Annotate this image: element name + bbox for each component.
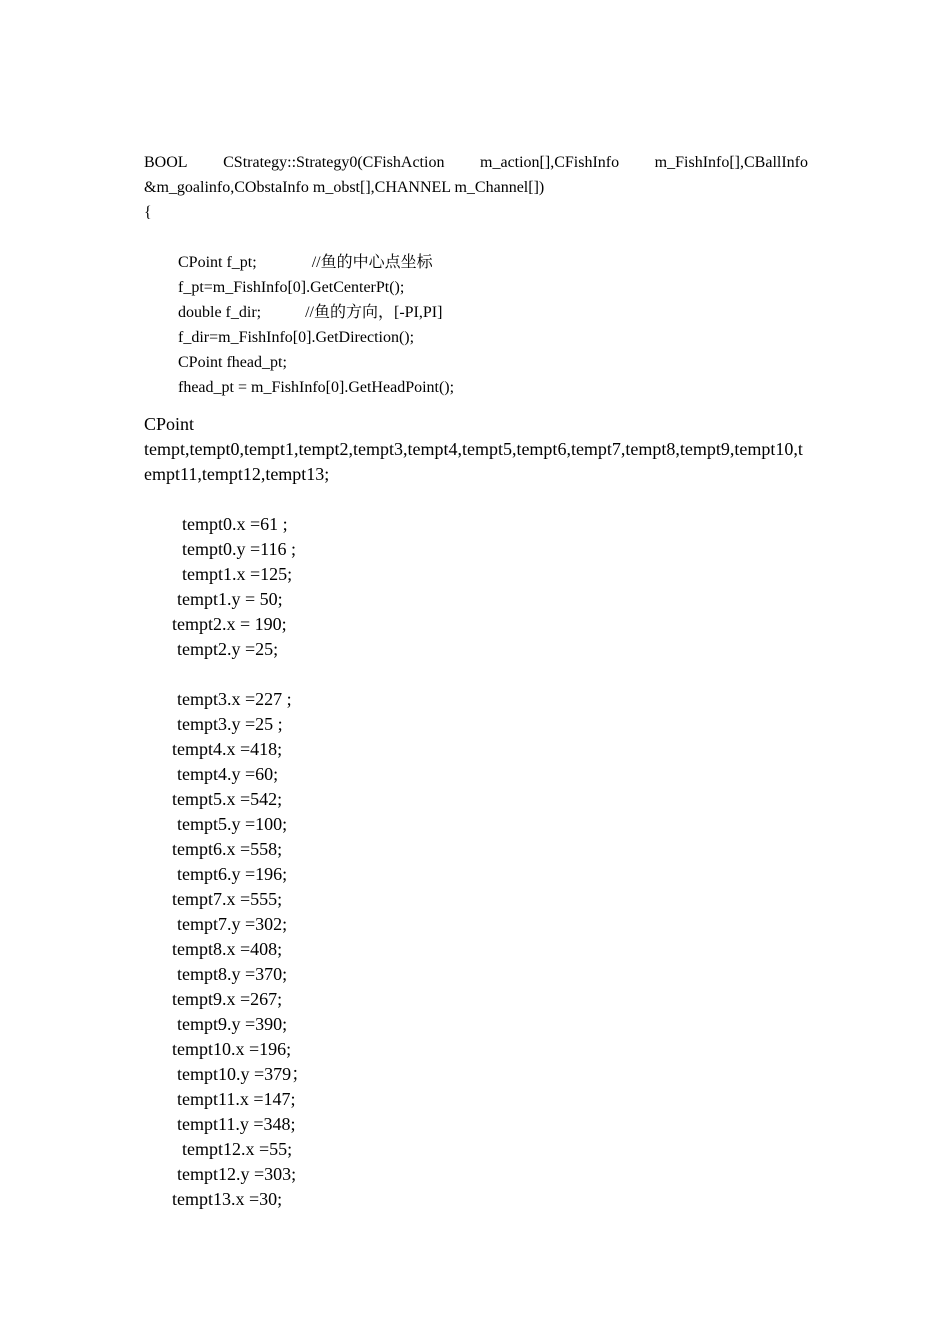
assignment-line: tempt11.y =348; <box>177 1114 296 1134</box>
assignment-line: tempt4.y =60; <box>177 764 279 784</box>
signature-line-1 <box>144 150 808 175</box>
code-line <box>144 325 808 350</box>
assignment-line: tempt12.y =303; <box>177 1164 297 1184</box>
code-line <box>144 300 808 325</box>
assignment-line: tempt2.x = 190; <box>172 614 287 634</box>
assignment-line: tempt5.y =100; <box>177 814 288 834</box>
code-line <box>144 375 808 400</box>
assignment-line: tempt4.x =418; <box>172 739 283 759</box>
assignment-line: tempt13.x =30; <box>172 1189 283 1209</box>
signature-line-2: &m_goalinfo,CObstaInfo m_obst[],CHANNEL m_Channel[]) <box>144 179 545 196</box>
assignment-line: tempt10.y =379； <box>177 1064 310 1084</box>
declaration-type: CPoint <box>144 414 195 434</box>
assignment-line: tempt5.x =542; <box>172 789 283 809</box>
assignment-line: tempt10.x =196; <box>172 1039 292 1059</box>
declaration-vars: tempt,tempt0,tempt1,tempt2,tempt3,tempt4,tempt5,tempt6,tempt7,tempt8,tempt9,tempt10,tempt11,tempt12,tempt13; <box>144 439 803 484</box>
code-comment: //鱼的中心点坐标 <box>311 254 433 271</box>
assignment-line: tempt7.y =302; <box>177 914 288 934</box>
signature-part: CStrategy::Strategy0(CFishAction <box>223 154 445 171</box>
assignment-line: tempt7.x =555; <box>172 889 283 909</box>
assignment-line: tempt9.y =390; <box>177 1014 288 1034</box>
function-signature <box>144 150 808 225</box>
code-text: f_pt=m_FishInfo[0].GetCenterPt(); <box>178 279 405 296</box>
code-text: CPoint fhead_pt; <box>178 354 287 371</box>
code-text: CPoint f_pt; <box>178 254 257 271</box>
code-line <box>144 250 808 275</box>
signature-part: BOOL <box>144 154 188 171</box>
code-block <box>144 250 808 400</box>
assignment-line: tempt1.x =125; <box>182 564 293 584</box>
variable-declaration <box>144 400 808 487</box>
assignment-line: tempt8.x =408; <box>172 939 283 959</box>
assignment-line: tempt11.x =147; <box>177 1089 296 1109</box>
code-comment: //鱼的方向，[-PI,PI] <box>305 304 443 321</box>
signature-part: m_action[],CFishInfo <box>480 154 620 171</box>
open-brace: { <box>144 204 152 221</box>
assignment-line: tempt6.x =558; <box>172 839 283 859</box>
assignment-line: tempt1.y = 50; <box>177 589 283 609</box>
blank-line <box>144 662 808 687</box>
code-line <box>144 275 808 300</box>
blank-line <box>144 487 808 512</box>
assignments-group-1 <box>144 512 808 662</box>
code-line <box>144 350 808 375</box>
assignment-line: tempt3.x =227 ; <box>177 689 292 709</box>
signature-part: m_FishInfo[],CBallInfo <box>654 154 808 171</box>
code-text: fhead_pt = m_FishInfo[0].GetHeadPoint(); <box>178 379 455 396</box>
assignment-line: tempt12.x =55; <box>182 1139 293 1159</box>
code-listing <box>144 150 808 1212</box>
assignment-line: tempt0.x =61 ; <box>182 514 288 534</box>
blank-line <box>144 225 808 250</box>
assignment-line: tempt9.x =267; <box>172 989 283 1009</box>
assignment-line: tempt0.y =116 ; <box>182 539 296 559</box>
assignments-group-2 <box>144 687 808 1212</box>
assignment-line: tempt8.y =370; <box>177 964 288 984</box>
code-text: double f_dir; <box>178 304 262 321</box>
code-text: f_dir=m_FishInfo[0].GetDirection(); <box>178 329 415 346</box>
assignment-line: tempt3.y =25 ; <box>177 714 283 734</box>
assignment-line: tempt6.y =196; <box>177 864 288 884</box>
assignment-line: tempt2.y =25; <box>177 639 279 659</box>
